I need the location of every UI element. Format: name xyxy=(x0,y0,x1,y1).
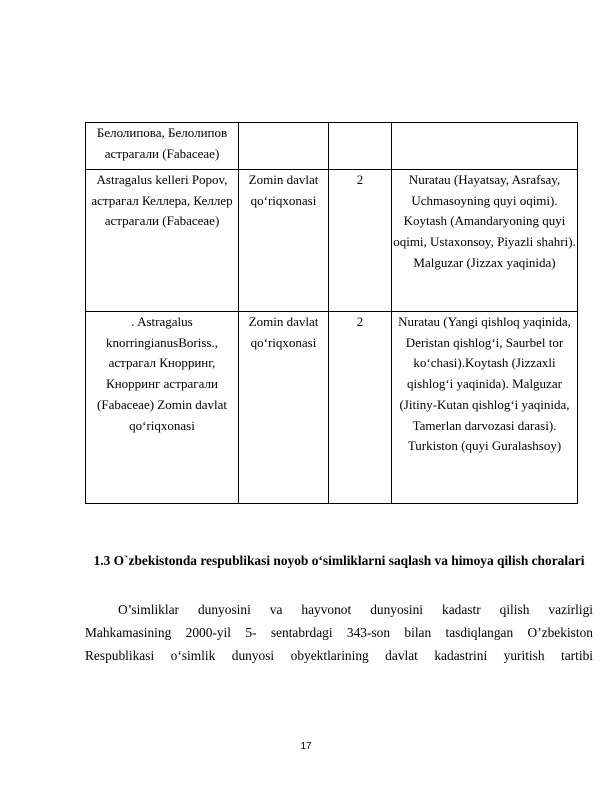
paragraph-line: Mahkamasining 2000-yil 5- sentabrdagi 343-son bilan tasdiqlangan O’zbekiston xyxy=(85,625,593,640)
distribution-cell xyxy=(392,123,578,170)
category-cell: 2 xyxy=(329,312,392,504)
category-cell xyxy=(329,123,392,170)
table-row xyxy=(86,312,578,504)
status-cell: Zomin davlat qo‘riqxonasi xyxy=(239,312,329,504)
status-cell xyxy=(239,123,329,170)
status-cell: Zomin davlat qo‘riqxonasi xyxy=(239,170,329,312)
distribution-cell: Nuratau (Hayatsay, Asrafsay, Uchmasoyning quyi oqimi). Koytash (Amandaryoning quyi oqimi, Ustaxonsoy, Piyazli shahri). Malguzar (Jizzax yaqinida) xyxy=(392,170,578,312)
section-heading: 1.3 O`zbekistonda respublikasi noyob o‘simliklarni saqlash va himoya qilish choralari xyxy=(93,553,585,568)
species-name-cell: Astragalus kelleri Popov, астрагал Келлера, Келлер астрагали (Fabaceae) xyxy=(86,170,239,312)
species-table xyxy=(85,122,578,504)
species-name-cell: . Astragalus knorringianusBoriss., астрагал Кнорринг, Кнорринг астрагали (Fabaceae) Zomin davlat qo‘riqxonasi xyxy=(86,312,239,504)
paragraph-line: Respublikasi o‘simlik dunyosi obyektlarining davlat kadastrini yuritish tartibi xyxy=(85,648,593,663)
table-row xyxy=(86,170,578,312)
category-cell: 2 xyxy=(329,170,392,312)
distribution-cell: Nuratau (Yangi qishloq yaqinida, Deristan qishlog‘i, Saurbel tor ko‘chasi).Koytash (Jizzaxli qishlog‘i yaqinida). Malguzar (Jitiny-Kutan qishlog‘i yaqinida, Tamerlan darvozasi darasi). Turkiston (quyi Guralashsoy) xyxy=(392,312,578,504)
body-paragraph xyxy=(85,598,593,667)
table-row xyxy=(86,123,578,170)
page-number: 17 xyxy=(300,741,312,752)
species-name-cell: Белолипова, Белолипов астрагали (Fabaceae) xyxy=(86,123,239,170)
paragraph-line: O’simliklar dunyosini va hayvonot dunyosini kadastr qilish vazirligi xyxy=(118,602,593,617)
